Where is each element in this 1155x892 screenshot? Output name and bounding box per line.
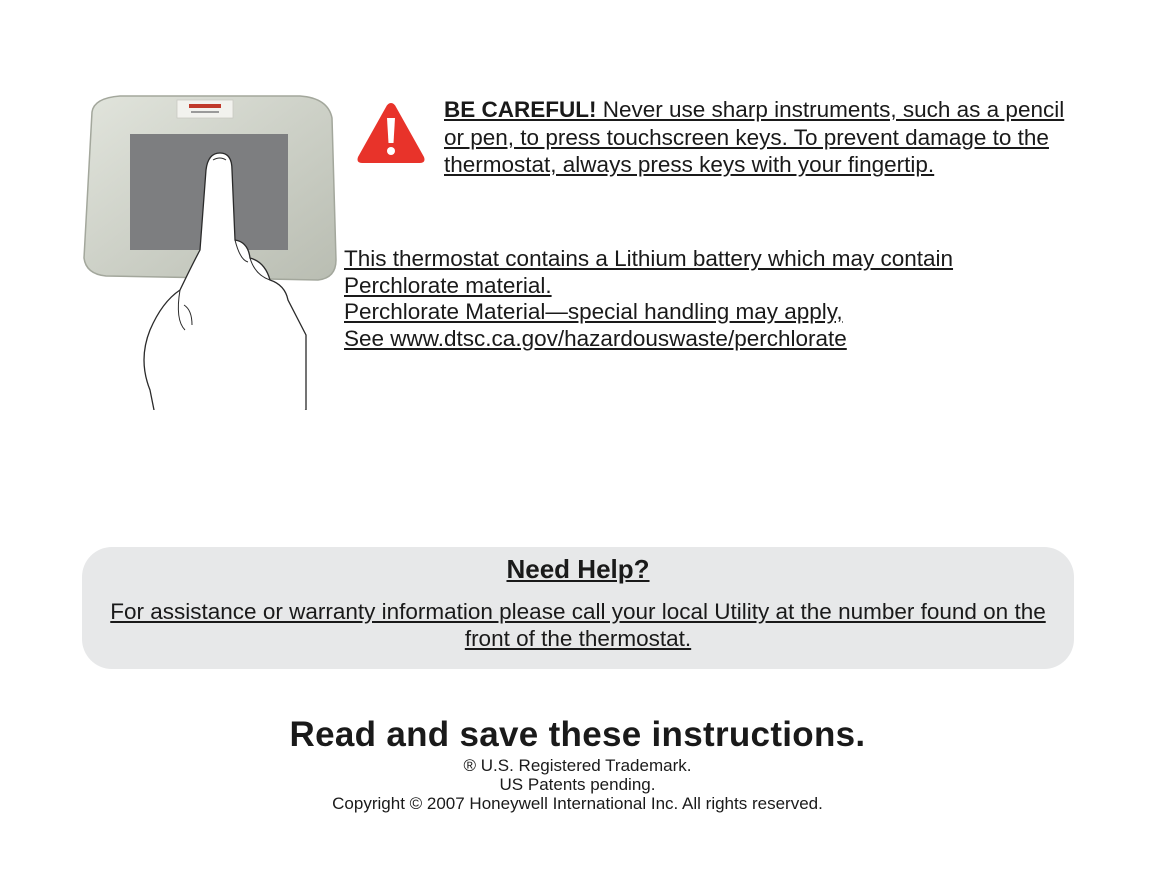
help-text: For assistance or warranty information please call your local Utility at the number found on the front of the thermostat. [110, 599, 1046, 651]
warning-lead: BE CAREFUL! [444, 97, 597, 122]
warning-body: Never use sharp instruments, such as a pencil or pen, to press touchscreen keys. To prevent damage to the thermostat, always press keys with your fingertip. [444, 97, 1065, 177]
footer [0, 714, 1155, 813]
help-title: Need Help? [506, 554, 650, 584]
warning-text [444, 96, 1084, 179]
copyright-line: Copyright © 2007 Honeywell International Inc. All rights reserved. [332, 794, 823, 813]
battery-notice [344, 246, 1004, 352]
trademark-line: ® U.S. Registered Trademark. [463, 756, 692, 775]
patents-line: US Patents pending. [499, 775, 656, 794]
battery-link[interactable]: See www.dtsc.ca.gov/hazardouswaste/perchlorate [344, 325, 847, 351]
battery-line: This thermostat contains a Lithium battery which may contain [344, 246, 954, 271]
help-box [82, 547, 1074, 669]
battery-line: Perchlorate material. [344, 272, 552, 298]
battery-line: Perchlorate Material—special handling may apply, [344, 299, 843, 324]
warning-triangle-icon [355, 100, 427, 166]
footer-title: Read and save these instructions. [289, 715, 866, 754]
thermostat-illustration [80, 90, 340, 410]
